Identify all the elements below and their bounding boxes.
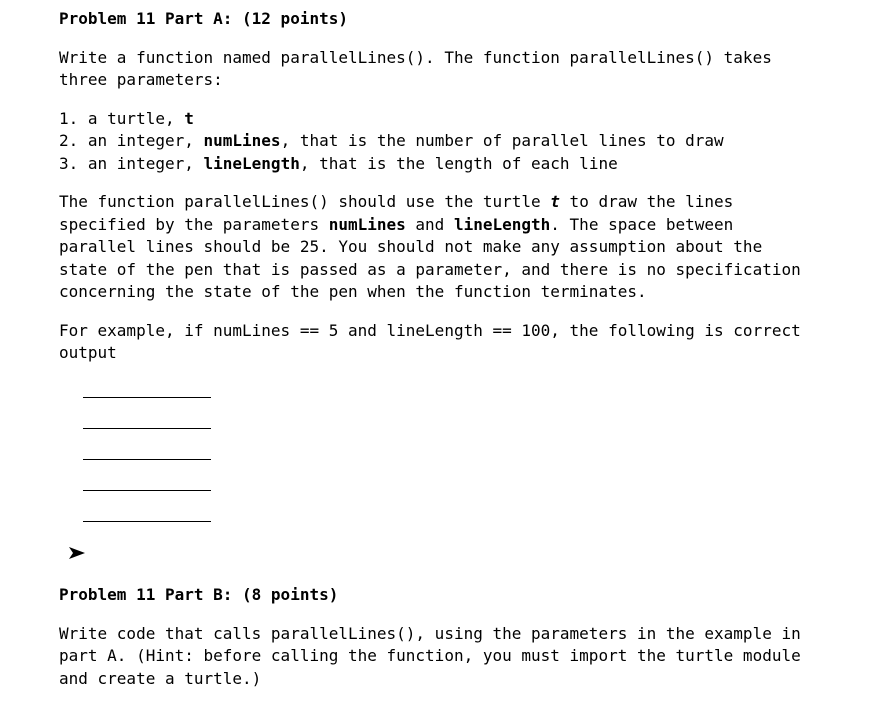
intro-line-2: three parameters: <box>59 70 223 89</box>
example-line-1: For example, if numLines == 5 and lineLength == 100, the following is correct <box>59 320 801 340</box>
param-item-1 <box>59 108 859 131</box>
param-item-3 <box>59 153 859 176</box>
desc-2-pre: specified by the parameters <box>59 214 329 234</box>
part-b-title: Problem 11 Part B: (8 points) <box>59 585 339 604</box>
parallel-line <box>83 490 211 491</box>
desc-line-2 <box>59 214 859 237</box>
parallel-line <box>83 459 211 460</box>
desc-line-1 <box>59 191 859 214</box>
param-2-name: numLines <box>203 131 281 150</box>
intro-line-1: Write a function named parallelLines(). The function parallelLines() takes <box>59 47 772 67</box>
desc-line-3: parallel lines should be 25. You should not make any assumption about the <box>59 237 763 256</box>
desc-line-4: state of the pen that is passed as a parameter, and there is no specification <box>59 259 801 279</box>
desc-2-numlines: numLines <box>328 214 406 234</box>
desc-1-turtle: t <box>550 192 560 211</box>
desc-2-linelength: lineLength <box>453 214 551 234</box>
param-3-post: , that is the length of each line <box>299 153 618 173</box>
desc-2-post: . The space between <box>550 214 734 234</box>
param-1-name: t <box>184 108 194 128</box>
desc-2-mid: and <box>405 214 454 234</box>
part-a-title: Problem 11 Part A: (12 points) <box>59 9 348 28</box>
part-b-line-2: part A. (Hint: before calling the function, you must import the turtle module <box>59 646 801 665</box>
param-2-post: , that is the number of parallel lines to draw <box>280 131 724 150</box>
desc-line-5: concerning the state of the pen when the function terminates. <box>59 282 647 301</box>
param-1-pre: 1. a turtle, <box>59 108 185 128</box>
param-2-pre: 2. an integer, <box>59 131 204 150</box>
param-3-name: lineLength <box>203 153 300 173</box>
param-3-pre: 3. an integer, <box>59 153 204 173</box>
desc-1-pre: The function parallelLines() should use the turtle <box>59 192 551 211</box>
parallel-line <box>83 521 211 522</box>
part-b-line-1: Write code that calls parallelLines(), using the parameters in the example in <box>59 623 801 643</box>
part-b-line-3: and create a turtle.) <box>59 668 262 688</box>
turtle-arrow-icon <box>68 546 86 560</box>
part-b-section <box>59 584 859 690</box>
parallel-line <box>83 428 211 429</box>
param-item-2 <box>59 130 859 153</box>
part-a-section <box>59 8 859 365</box>
example-line-2: output <box>59 343 117 362</box>
parallel-line <box>83 397 211 398</box>
desc-1-post: to draw the lines <box>559 192 734 211</box>
